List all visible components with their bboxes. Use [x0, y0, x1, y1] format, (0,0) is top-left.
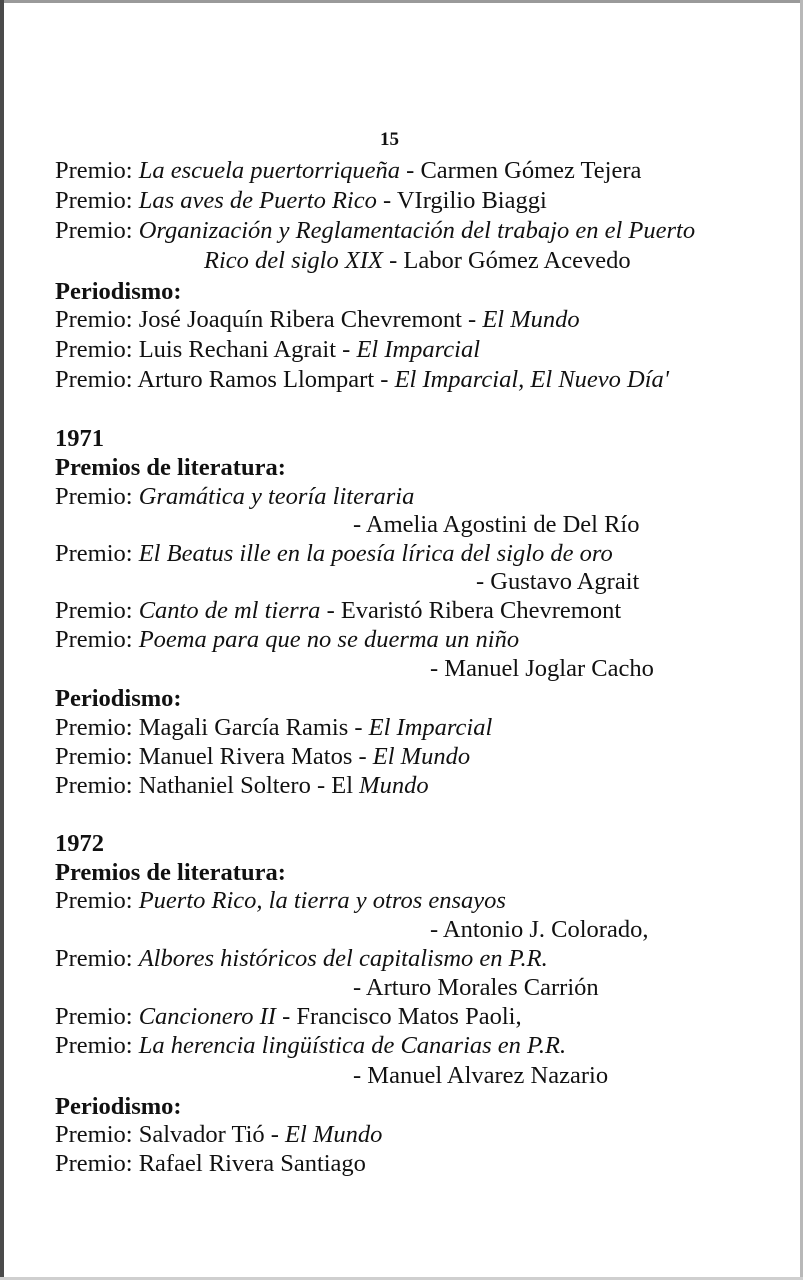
award-entry — [55, 305, 580, 335]
work-title: El Beatus ille en la poesía lírica del siglo de oro — [138, 540, 613, 567]
work-title: Albores históricos del capitalismo en P.R. — [138, 945, 548, 972]
award-prefix: Premio: — [55, 626, 139, 653]
page-number: 15 — [380, 129, 399, 150]
award-entry — [55, 335, 480, 365]
award-entry — [55, 944, 548, 974]
award-entry — [55, 1002, 522, 1032]
section-heading-literatura: Premios de literatura: — [55, 454, 286, 481]
author-name: - Manuel Alvarez Nazario — [353, 1062, 609, 1089]
work-title: La herencia lingüística de Canarias en P.R. — [138, 1032, 567, 1059]
award-winner: Premio: Luis Rechani Agrait - — [55, 336, 357, 363]
award-winner: Premio: José Joaquín Ribera Chevremont - — [55, 306, 483, 333]
newspaper-name: El Imparcial, El Nuevo Día' — [394, 366, 670, 393]
work-title: Gramática y teoría literaria — [138, 483, 415, 510]
award-entry — [55, 365, 669, 395]
author-name: - Manuel Joglar Cacho — [430, 655, 654, 682]
page-edge-left — [0, 0, 4, 1280]
award-winner: Premio: Manuel Rivera Matos - — [55, 743, 373, 770]
award-entry — [55, 713, 492, 743]
award-prefix: Premio: — [55, 217, 139, 244]
award-prefix: Premio: — [55, 1032, 139, 1059]
award-entry: Premio: Rafael Rivera Santiago — [55, 1150, 366, 1177]
year-heading-1972: 1972 — [55, 830, 104, 857]
newspaper-name: Mundo — [359, 772, 429, 799]
author-name: - VIrgilio Biaggi — [376, 187, 547, 214]
award-entry — [55, 186, 547, 216]
section-heading-literatura: Premios de literatura: — [55, 859, 286, 886]
newspaper-name: El Imparcial — [368, 714, 493, 741]
work-title: Las aves de Puerto Rico — [138, 187, 377, 214]
work-title: Poema para que no se duerma un niño — [138, 626, 520, 653]
award-entry — [55, 482, 414, 512]
work-title: Canto de ml tierra — [138, 597, 321, 624]
work-title: Puerto Rico, la tierra y otros ensayos — [138, 887, 506, 914]
author-name: - Gustavo Agrait — [476, 568, 640, 595]
newspaper-name: El Mundo — [285, 1121, 383, 1148]
award-entry — [55, 1120, 382, 1150]
award-winner: Premio: Salvador Tió - — [55, 1121, 286, 1148]
award-prefix: Premio: — [55, 157, 139, 184]
award-prefix: Premio: — [55, 597, 139, 624]
newspaper-name: El Mundo — [482, 306, 580, 333]
author-name: - Labor Gómez Acevedo — [382, 247, 631, 274]
award-entry — [55, 156, 641, 186]
author-name: - Francisco Matos Paoli, — [275, 1003, 522, 1030]
award-prefix: Premio: — [55, 187, 139, 214]
award-prefix: Premio: — [55, 945, 139, 972]
section-heading-periodismo: Periodismo: — [55, 685, 182, 712]
author-name: - Amelia Agostini de Del Río — [353, 511, 640, 538]
year-heading-1971: 1971 — [55, 425, 104, 452]
author-name: - Antonio J. Colorado, — [430, 916, 649, 943]
award-entry — [55, 886, 506, 916]
award-entry-continuation — [204, 246, 631, 276]
section-heading-periodismo: Periodismo: — [55, 1093, 182, 1120]
award-prefix: Premio: — [55, 483, 139, 510]
award-entry — [55, 625, 519, 655]
award-entry — [55, 1031, 566, 1061]
award-winner: Premio: Nathaniel Soltero - El — [55, 772, 360, 799]
award-prefix: Premio: — [55, 1003, 139, 1030]
work-title: Rico del siglo XIX — [204, 247, 383, 274]
award-winner: Premio: Magali García Ramis - — [55, 714, 369, 741]
page-edge-top — [0, 0, 803, 3]
work-title: Cancionero II — [138, 1003, 276, 1030]
award-entry — [55, 596, 621, 626]
section-heading-periodismo: Periodismo: — [55, 278, 182, 305]
award-entry — [55, 539, 613, 569]
newspaper-name: El Imparcial — [356, 336, 481, 363]
award-entry — [55, 216, 695, 246]
author-name: - Arturo Morales Carrión — [353, 974, 599, 1001]
work-title: La escuela puertorriqueña — [138, 157, 401, 184]
author-name: - Evaristó Ribera Chevremont — [320, 597, 622, 624]
work-title: Organización y Reglamentación del trabajo en el Puerto — [138, 217, 696, 244]
award-entry — [55, 742, 470, 772]
award-prefix: Premio: — [55, 540, 139, 567]
award-prefix: Premio: — [55, 887, 139, 914]
author-name: - Carmen Gómez Tejera — [400, 157, 642, 184]
award-winner: Premio: Arturo Ramos Llompart - — [55, 366, 395, 393]
award-entry — [55, 771, 429, 801]
newspaper-name: El Mundo — [372, 743, 471, 770]
